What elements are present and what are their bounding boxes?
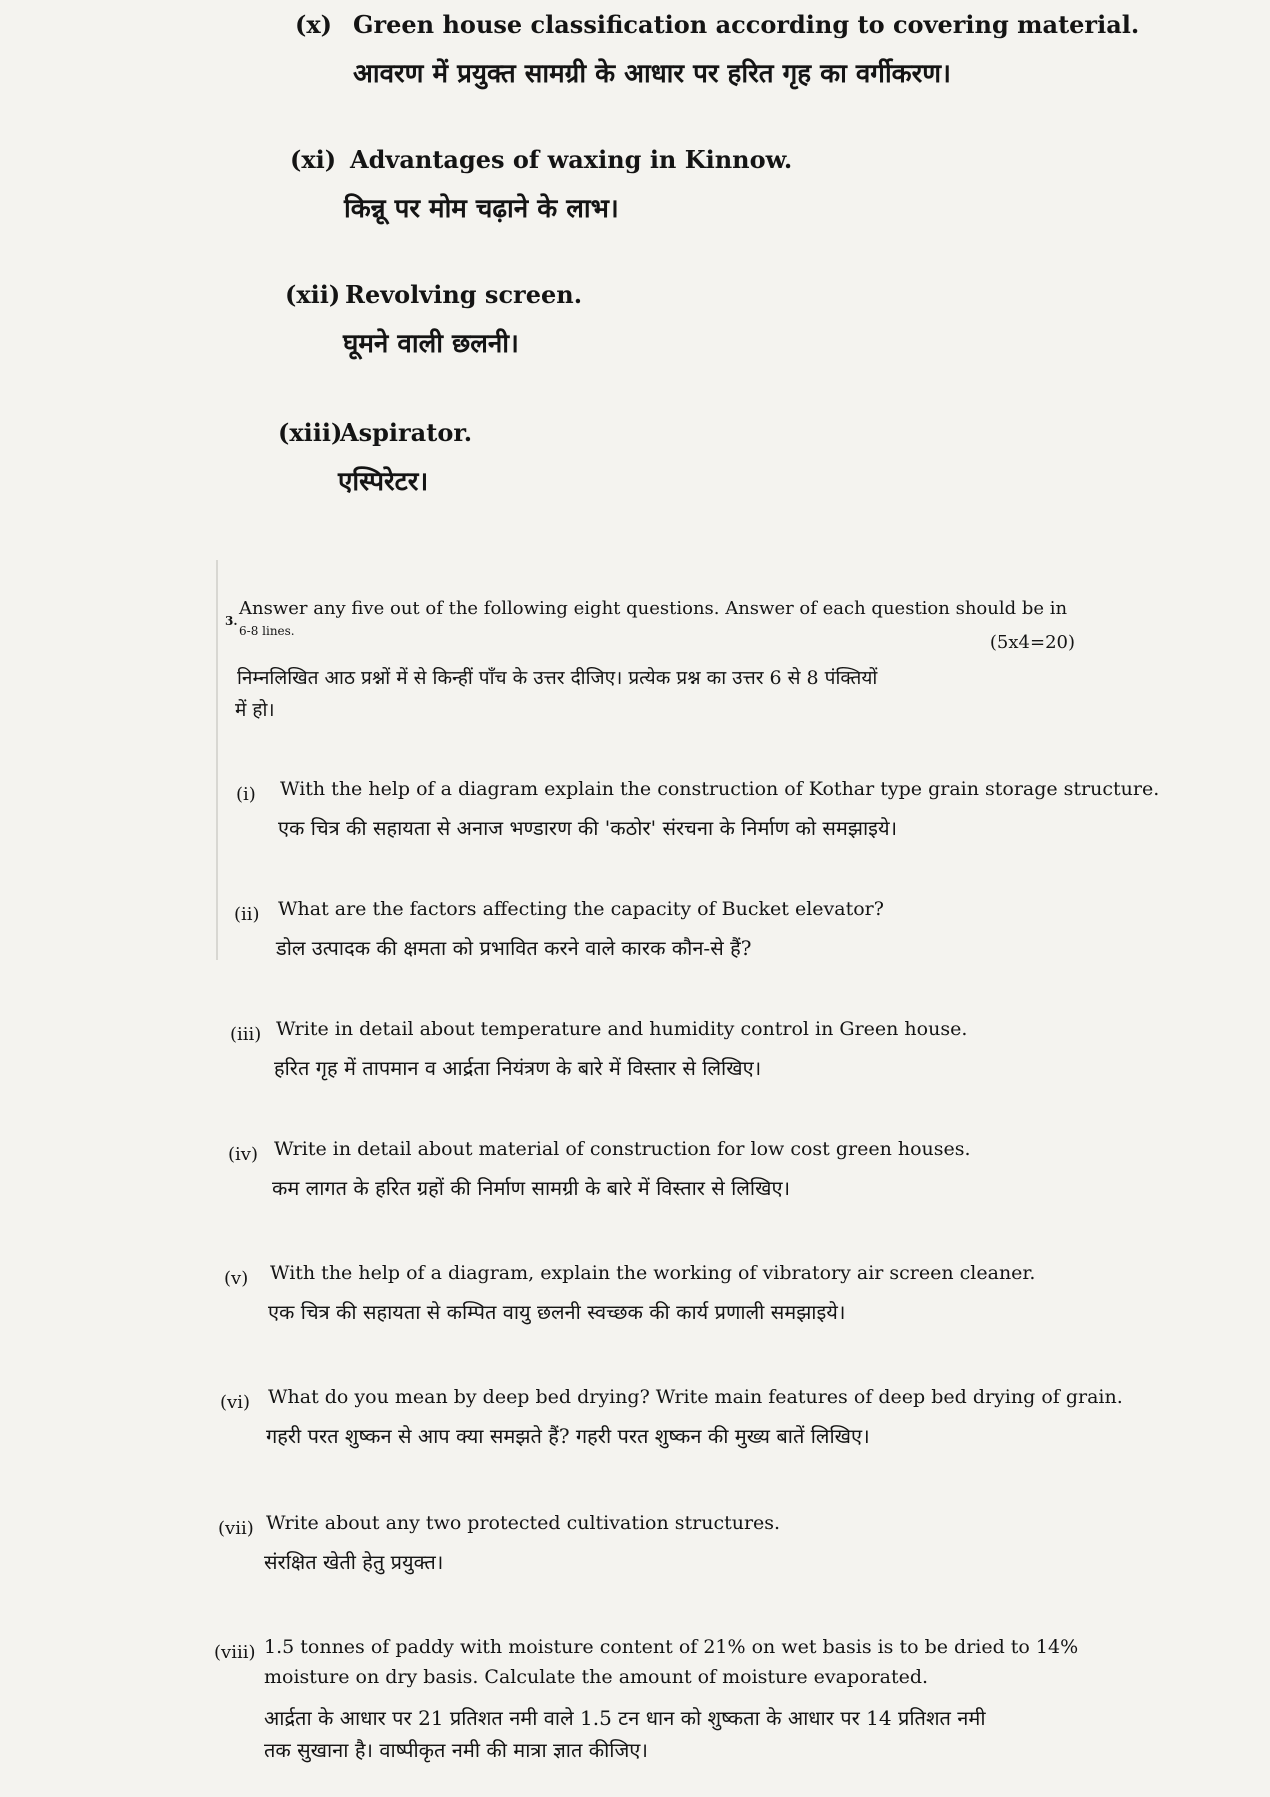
question-text-hi-cont: तक सुखाना है। वाष्पीकृत नमी की मात्रा ज्ञात कीजिए। <box>264 1738 648 1762</box>
question-number: (viii) <box>214 1642 256 1663</box>
question-number: (vi) <box>220 1392 250 1413</box>
question-text-hi: एक चित्र की सहायता से कम्पित वायु छलनी स्वच्छक की कार्य प्रणाली समझाइये। <box>268 1300 846 1324</box>
question-text-en: Green house classification according to covering material. <box>353 10 1140 39</box>
question-text-hi: कम लागत के हरित ग्रहों की निर्माण सामग्री के बारे में विस्तार से लिखिए। <box>272 1176 791 1200</box>
question-number: (x) <box>295 10 333 39</box>
question-text-en: Write in detail about temperature and humidity control in Green house. <box>276 1018 968 1040</box>
question-text-hi: आर्द्रता के आधार पर 21 प्रतिशत नमी वाले 1.5 टन धान को शुष्कता के आधार पर 14 प्रतिशत नमी <box>264 1706 986 1730</box>
question-number: (v) <box>224 1268 249 1289</box>
question-text-en: Advantages of waxing in Kinnow. <box>350 145 793 174</box>
question-text-hi: संरक्षित खेती हेतु प्रयुक्त। <box>264 1550 444 1574</box>
question-number: (i) <box>236 784 256 805</box>
question-text-en: Revolving screen. <box>345 280 583 309</box>
question-number: (xiii) <box>278 418 343 447</box>
question-text-en: With the help of a diagram explain the construction of Kothar type grain storage structure. <box>280 778 1160 800</box>
question-text-en: What do you mean by deep bed drying? Write main features of deep bed drying of grain. <box>268 1386 1123 1408</box>
instruction-en: Answer any five out of the following eight questions. Answer of each question should be in <box>239 598 1068 619</box>
question-text-hi: डोल उत्पादक की क्षमता को प्रभावित करने वाले कारक कौन-से हैं? <box>276 936 752 960</box>
question-number: (iii) <box>230 1024 262 1045</box>
section-number: 3. <box>225 614 238 628</box>
question-number: (vii) <box>218 1518 254 1539</box>
question-text-en: Aspirator. <box>340 418 473 447</box>
question-text-hi: एक चित्र की सहायता से अनाज भण्डारण की 'कठोर' संरचना के निर्माण को समझाइये। <box>278 816 898 840</box>
question-text-en-cont: moisture on dry basis. Calculate the amount of moisture evaporated. <box>264 1666 929 1688</box>
instruction-hi: निम्नलिखित आठ प्रश्नों में से किन्हीं पाँच के उत्तर दीजिए। प्रत्येक प्रश्न का उत्तर 6 से 8 पंक्तियों <box>237 667 878 689</box>
question-text-hi: आवरण में प्रयुक्त सामग्री के आधार पर हरित गृह का वर्गीकरण। <box>353 59 951 89</box>
question-number: (iv) <box>228 1144 258 1165</box>
instruction-hi-cont: में हो। <box>235 699 275 721</box>
question-text-hi: एस्पिरेटर। <box>338 467 429 497</box>
question-text-hi: गहरी परत शुष्कन से आप क्या समझते हैं? गहरी परत शुष्कन की मुख्य बातें लिखिए। <box>266 1424 870 1448</box>
question-text-hi: हरित गृह में तापमान व आर्द्रता नियंत्रण के बारे में विस्तार से लिखिए। <box>274 1056 762 1080</box>
question-text-en: What are the factors affecting the capacity of Bucket elevator? <box>278 898 884 920</box>
question-text-en: Write about any two protected cultivation structures. <box>266 1512 781 1534</box>
marks: (5x4=20) <box>989 632 1075 653</box>
question-text-en: Write in detail about material of construction for low cost green houses. <box>274 1138 971 1160</box>
instruction-en-cont: 6-8 lines. <box>239 624 295 638</box>
question-text-en: With the help of a diagram, explain the working of vibratory air screen cleaner. <box>270 1262 1036 1284</box>
question-number: (xii) <box>285 280 341 309</box>
margin-line <box>216 560 218 960</box>
question-text-hi: घूमने वाली छलनी। <box>343 329 519 359</box>
question-number: (xi) <box>290 145 337 174</box>
question-text-en: 1.5 tonnes of paddy with moisture content of 21% on wet basis is to be dried to 14% <box>264 1636 1079 1658</box>
question-number: (ii) <box>234 904 260 925</box>
question-text-hi: किन्नू पर मोम चढ़ाने के लाभ। <box>344 194 619 224</box>
